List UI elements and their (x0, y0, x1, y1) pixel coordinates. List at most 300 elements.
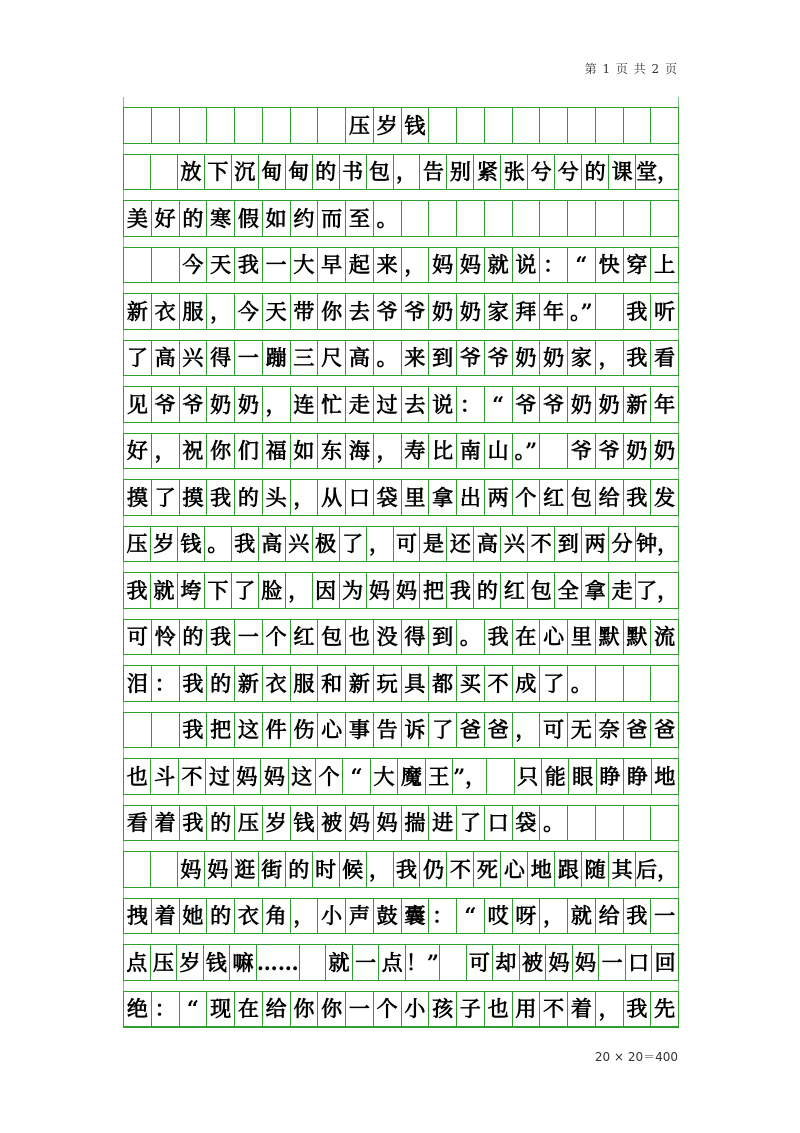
grid-cell: 包 (527, 572, 554, 609)
grid-cell: 的 (312, 154, 339, 191)
row-gutter (123, 562, 679, 572)
grid-cell: 早 (317, 247, 345, 284)
grid-cell: 了 (231, 572, 258, 609)
grid-cell: 着 (567, 991, 595, 1028)
grid-cell: 兴 (285, 526, 312, 563)
row-cells (123, 572, 679, 609)
grid-cell: 一 (598, 944, 625, 981)
grid-cell: ， (366, 851, 393, 888)
grid-cell: 眼 (568, 758, 595, 795)
row-gutter (123, 841, 679, 851)
grid-cell: 角 (262, 898, 290, 935)
grid-cell: 来 (373, 247, 401, 284)
grid-cell: 一 (262, 247, 290, 284)
grid-cell: 山 (484, 433, 512, 470)
grid-cell: “ (484, 386, 512, 423)
grid-cell: 服 (179, 293, 207, 330)
grid-cell: 垮 (177, 572, 204, 609)
grid-cell (150, 851, 177, 888)
grid-cell: 口 (345, 479, 373, 516)
row-cells (123, 386, 679, 423)
grid-cell (123, 712, 151, 749)
grid-cell: 奈 (595, 712, 623, 749)
grid-cell (179, 107, 207, 144)
grid-cell: 新 (345, 665, 373, 702)
grid-cell: 衣 (151, 293, 179, 330)
row-gutter (123, 190, 679, 200)
grid-cell: 压 (345, 107, 373, 144)
grid-cell: ： (428, 898, 456, 935)
grid-cell (151, 107, 179, 144)
grid-cell: 逛 (231, 851, 258, 888)
grid-cell: 奶 (595, 386, 623, 423)
grid-cell: 妈 (456, 247, 484, 284)
grid-cell: 美 (123, 200, 151, 237)
grid-cell: 着 (151, 898, 179, 935)
grid-cell: 沉 (231, 154, 258, 191)
grid-cell: 诉 (401, 712, 429, 749)
row-cells (123, 805, 679, 842)
grid-cell (539, 107, 567, 144)
grid-cell: 个 (262, 619, 290, 656)
grid-cell: 因 (312, 572, 339, 609)
grid-cell: 可 (393, 526, 420, 563)
grid-cell: 睁 (596, 758, 623, 795)
text-row (123, 609, 679, 656)
grid-cell: 死 (473, 851, 500, 888)
grid-cell: 一 (650, 898, 679, 935)
grid-cell: 后， (635, 851, 679, 888)
grid-cell: 时 (312, 851, 339, 888)
text-row (123, 423, 679, 470)
grid-cell: 的 (234, 479, 262, 516)
grid-cell: 书 (339, 154, 366, 191)
grid-cell: 衣 (234, 898, 262, 935)
grid-cell: 。 (456, 619, 484, 656)
grid-cell: 得 (401, 619, 429, 656)
grid-cell: 默 (595, 619, 623, 656)
row-cells (123, 479, 679, 516)
grid-cell: 了 (151, 479, 179, 516)
grid-cell: 新 (623, 386, 651, 423)
grid-cell: 没 (373, 619, 401, 656)
grid-cell: 蹦 (262, 340, 290, 377)
grid-cell: 得 (206, 340, 234, 377)
grid-cell (206, 107, 234, 144)
grid-cell: 却 (492, 944, 519, 981)
grid-cell: 绝 (123, 991, 151, 1028)
grid-cell: 张 (500, 154, 527, 191)
grid-cell: 一 (234, 619, 262, 656)
grid-cell: 无 (567, 712, 595, 749)
grid-cell: 这 (234, 712, 262, 749)
grid-cell (428, 107, 456, 144)
grid-cell: 爸 (456, 712, 484, 749)
grid-cell: 被 (317, 805, 345, 842)
row-gutter (123, 655, 679, 665)
grid-cell: 其 (608, 851, 635, 888)
grid-cell: 奶 (623, 433, 651, 470)
grid-cell (650, 665, 679, 702)
grid-cell: 爸 (623, 712, 651, 749)
grid-cell: 的 (206, 665, 234, 702)
grid-cell: 我 (206, 619, 234, 656)
grid-cell: 还 (446, 526, 473, 563)
text-row (123, 888, 679, 935)
grid-cell: 衣 (262, 665, 290, 702)
grid-cell: 不 (178, 758, 205, 795)
grid-cell: 。 (373, 200, 401, 237)
title-row (123, 97, 679, 144)
grid-cell: 进 (428, 805, 456, 842)
row-cells (123, 200, 679, 237)
grid-cell: 爷 (512, 386, 540, 423)
row-gutter (123, 516, 679, 526)
grid-cell: 把 (206, 712, 234, 749)
grid-cell: 从 (317, 479, 345, 516)
row-gutter (123, 97, 679, 107)
row-cells (123, 665, 679, 702)
grid-cell: 的 (179, 619, 207, 656)
grid-cell: 奶 (428, 293, 456, 330)
grid-cell: 年 (650, 386, 679, 423)
grid-cell: 子 (456, 991, 484, 1028)
grid-cell: 流 (650, 619, 679, 656)
grid-cell: 约 (290, 200, 318, 237)
grid-cell: 极 (312, 526, 339, 563)
grid-cell: “ (179, 991, 207, 1028)
row-cells (123, 898, 679, 935)
text-row (123, 469, 679, 516)
grid-cell: 把 (419, 572, 446, 609)
grid-cell (123, 247, 151, 284)
grid-cell: 拿 (428, 479, 456, 516)
grid-cell: 高 (258, 526, 285, 563)
grid-cell: 妈 (260, 758, 287, 795)
row-cells (123, 851, 679, 888)
grid-cell: 。 (567, 665, 595, 702)
grid-cell: 声 (345, 898, 373, 935)
grid-cell (317, 107, 345, 144)
grid-cell: 课 (608, 154, 635, 191)
grid-cell: 候 (339, 851, 366, 888)
grid-cell: 个 (315, 758, 342, 795)
grid-cell: 泪 (123, 665, 151, 702)
row-cells (123, 712, 679, 749)
grid-cell: 默 (623, 619, 651, 656)
grid-cell: 可 (466, 944, 493, 981)
grid-cell: 心 (317, 712, 345, 749)
text-row (123, 144, 679, 191)
grid-cell: 发 (650, 479, 679, 516)
grid-cell: 服 (290, 665, 318, 702)
grid-cell (623, 665, 651, 702)
grid-cell: 寒 (206, 200, 234, 237)
grid-cell: 奶 (234, 386, 262, 423)
row-cells (123, 991, 679, 1028)
text-row (123, 748, 679, 795)
text-row (123, 283, 679, 330)
grid-cell (123, 154, 150, 191)
grid-cell: ： (456, 386, 484, 423)
grid-cell: 先 (650, 991, 679, 1028)
grid-cell: ， (373, 433, 401, 470)
grid-cell: 。” (567, 293, 595, 330)
grid-cell: 钱 (177, 526, 204, 563)
grid-cell: 的 (473, 572, 500, 609)
grid-cell (595, 665, 623, 702)
grid-cell: 紧 (473, 154, 500, 191)
grid-cell: 告 (419, 154, 446, 191)
row-cells (123, 293, 679, 330)
grid-cell: …… (256, 944, 299, 981)
grid-cell: 摸 (123, 479, 151, 516)
grid-cell: 高 (345, 340, 373, 377)
grid-cell: 去 (345, 293, 373, 330)
grid-cell: 尺 (317, 340, 345, 377)
row-cells (123, 758, 679, 795)
grid-cell: 到 (428, 340, 456, 377)
row-gutter (123, 237, 679, 247)
grid-cell: 说 (512, 247, 540, 284)
grid-cell: 。 (373, 340, 401, 377)
grid-cell: ， (595, 340, 623, 377)
grid-cell: 街 (258, 851, 285, 888)
grid-cell: ， (595, 991, 623, 1028)
grid-cell (595, 293, 623, 330)
grid-cell: 点 (123, 944, 150, 981)
grid-cell: 奶 (512, 340, 540, 377)
grid-cell: 也 (123, 758, 150, 795)
grid-cell (512, 200, 540, 237)
grid-cell (539, 200, 567, 237)
row-gutter (123, 795, 679, 805)
grid-cell: 三 (290, 340, 318, 377)
grid-cell: 我 (484, 619, 512, 656)
grid-cell: 新 (123, 293, 151, 330)
grid-cell: 的 (206, 805, 234, 842)
text-row (123, 562, 679, 609)
grid-cell: 的 (285, 851, 312, 888)
grid-cell: 包 (567, 479, 595, 516)
grid-cell: 我 (446, 572, 473, 609)
text-row (123, 702, 679, 749)
text-row (123, 330, 679, 377)
grid-cell: “ (342, 758, 369, 795)
grid-cell: 家 (484, 293, 512, 330)
grid-cell: 口 (625, 944, 652, 981)
grid-cell: 别 (446, 154, 473, 191)
grid-cell (123, 107, 151, 144)
grid-cell: 全 (554, 572, 581, 609)
grid-cell: 去 (401, 386, 429, 423)
grid-cell: 听 (650, 293, 679, 330)
grid-cell: 件 (262, 712, 290, 749)
grid-cell: 被 (519, 944, 546, 981)
row-gutter (123, 934, 679, 944)
grid-cell: 压 (123, 526, 150, 563)
row-gutter (123, 144, 679, 154)
row-cells (123, 107, 679, 144)
grid-cell: “ (456, 898, 484, 935)
grid-cell: 头 (262, 479, 290, 516)
grid-cell: 我 (231, 526, 258, 563)
grid-cell: 孩 (428, 991, 456, 1028)
grid-cell: 一 (352, 944, 379, 981)
row-gutter (123, 888, 679, 898)
grid-cell: 袋 (373, 479, 401, 516)
grid-cell: 好 (123, 433, 151, 470)
grid-cell: 爷 (567, 433, 595, 470)
grid-cell: 的 (581, 154, 608, 191)
grid-cell: 压 (150, 944, 177, 981)
grid-cell: 分 (608, 526, 635, 563)
grid-cell: 心 (500, 851, 527, 888)
grid-cell: 兴 (500, 526, 527, 563)
text-row (123, 934, 679, 981)
grid-cell: 我 (123, 572, 150, 609)
grid-cell: 我 (179, 712, 207, 749)
text-row (123, 237, 679, 284)
grid-cell: ， (539, 898, 567, 935)
grid-cell: 大 (370, 758, 397, 795)
grid-cell: 年 (539, 293, 567, 330)
grid-cell: 都 (428, 665, 456, 702)
grid-cell (484, 107, 512, 144)
grid-cell: 说 (428, 386, 456, 423)
grid-cell: 见 (123, 386, 151, 423)
row-gutter (123, 609, 679, 619)
grid-cell: 们 (234, 433, 262, 470)
grid-cell: 了 (428, 712, 456, 749)
grid-cell: 至 (345, 200, 373, 237)
grid-cell: 甸 (285, 154, 312, 191)
grid-cell (650, 805, 679, 842)
grid-cell: 兴 (179, 340, 207, 377)
grid-cell: 了， (635, 572, 679, 609)
grid-cell: 包 (366, 154, 393, 191)
grid-cell: 拽 (123, 898, 151, 935)
grid-cell: 奶 (650, 433, 679, 470)
grid-cell: 妈 (177, 851, 204, 888)
grid-cell (567, 200, 595, 237)
grid-cell: 比 (428, 433, 456, 470)
grid-cell: 寿 (401, 433, 429, 470)
grid-cell (234, 107, 262, 144)
grid-cell: 买 (456, 665, 484, 702)
grid-cell: 小 (317, 898, 345, 935)
grid-cell: 伤 (290, 712, 318, 749)
grid-cell: 睁 (623, 758, 650, 795)
row-gutter (123, 376, 679, 386)
grid-cell (595, 200, 623, 237)
grid-cell: 爷 (179, 386, 207, 423)
grid-cell: 钱 (290, 805, 318, 842)
grid-cell: 了 (539, 665, 567, 702)
grid-cell (290, 107, 318, 144)
grid-cell: 岁 (373, 107, 401, 144)
grid-cell: 。 (204, 526, 231, 563)
grid-cell: 个 (512, 479, 540, 516)
grid-cell: 就 (150, 572, 177, 609)
grid-cell: 我 (179, 805, 207, 842)
grid-cell: 我 (623, 293, 651, 330)
grid-cell (428, 200, 456, 237)
grid-cell: 妈 (393, 572, 420, 609)
grid-cell (456, 107, 484, 144)
grid-cell: 呀 (512, 898, 540, 935)
text-row (123, 655, 679, 702)
grid-cell: 两 (484, 479, 512, 516)
grid-cell: 回 (651, 944, 679, 981)
grid-cell: ， (262, 386, 290, 423)
grid-cell: 用 (512, 991, 540, 1028)
grid-cell: 放 (177, 154, 204, 191)
grid-cell: 甸 (258, 154, 285, 191)
composition-grid-paper (123, 97, 679, 1028)
grid-cell: 个 (373, 991, 401, 1028)
grid-cell-count: 20 × 20＝400 (594, 1050, 678, 1064)
grid-cell: 我 (206, 479, 234, 516)
grid-cell: 红 (539, 479, 567, 516)
grid-cell: 岁 (262, 805, 290, 842)
grid-cell: 了 (339, 526, 366, 563)
grid-cell: 钟， (635, 526, 679, 563)
grid-cell (623, 805, 651, 842)
grid-cell: 包 (317, 619, 345, 656)
grid-cell: 了 (123, 340, 151, 377)
grid-cell: ： (151, 991, 179, 1028)
grid-cell: 我 (623, 898, 651, 935)
grid-cell: 过 (205, 758, 232, 795)
grid-cell: 假 (234, 200, 262, 237)
grid-cell: ， (393, 154, 420, 191)
grid-cell: 爷 (484, 340, 512, 377)
grid-cell (151, 247, 179, 284)
grid-cell (151, 712, 179, 749)
grid-cell: 兮 (527, 154, 554, 191)
row-gutter (123, 330, 679, 340)
grid-cell (650, 107, 679, 144)
row-cells (123, 944, 679, 981)
grid-cell: 妈 (233, 758, 260, 795)
grid-cell: 和 (317, 665, 345, 702)
grid-cell: 跟 (554, 851, 581, 888)
grid-bottom-border (123, 1027, 679, 1028)
grid-cell (623, 200, 651, 237)
grid-cell: 家 (567, 340, 595, 377)
grid-cell: 爸 (484, 712, 512, 749)
grid-cell: 是 (419, 526, 446, 563)
grid-cell: 里 (401, 479, 429, 516)
grid-cell: 我 (393, 851, 420, 888)
row-cells (123, 619, 679, 656)
grid-cell: 钱 (401, 107, 429, 144)
grid-cell (595, 107, 623, 144)
grid-cell: 拜 (512, 293, 540, 330)
grid-cell: 。” (512, 433, 540, 470)
grid-cell: 小 (401, 991, 429, 1028)
grid-cell: 妈 (428, 247, 456, 284)
grid-cell: 只 (514, 758, 541, 795)
grid-cell (650, 200, 679, 237)
grid-cell: 天 (262, 293, 290, 330)
grid-cell: 高 (473, 526, 500, 563)
grid-cell: 堂， (635, 154, 679, 191)
text-row (123, 981, 679, 1028)
grid-cell (262, 107, 290, 144)
grid-cell: 拿 (581, 572, 608, 609)
